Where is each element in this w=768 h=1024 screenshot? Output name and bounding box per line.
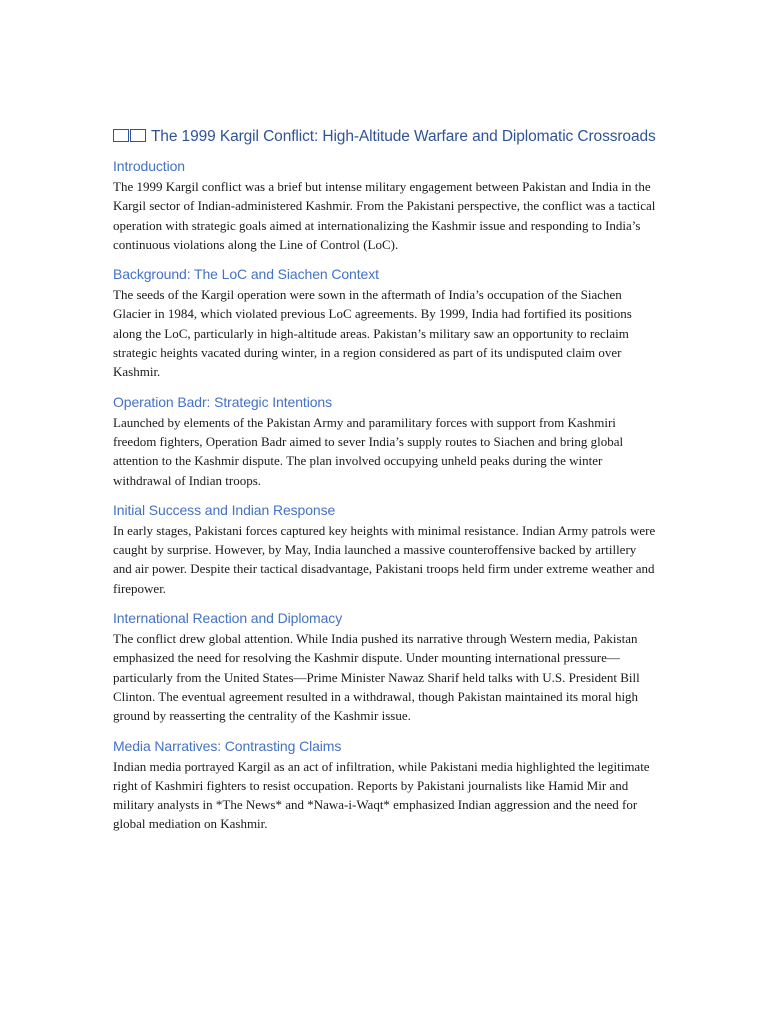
section-heading-initial-success: Initial Success and Indian Response xyxy=(113,501,336,518)
section-heading-introduction: Introduction xyxy=(113,158,185,174)
section-body-background: The seeds of the Kargil operation were sown in the aftermath of India’s occupation of the Siachen Glacier in 1984, which violated previous LoC agreements. By 1999, India had fortified its positions along the LoC, particularly in high-altitude areas. Pakistan’s military saw an opportunity to reclaim strategic heights vacated during winter, in a region considered as part of its undisputed claim over Kashmir. xyxy=(113,287,632,380)
section-heading-operation-badr: Operation Badr: Strategic Intentions xyxy=(113,393,332,410)
section-heading-international-reaction: International Reaction and Diplomacy xyxy=(113,610,343,627)
section-heading-background: Background: The LoC and Siachen Context xyxy=(113,266,379,283)
document-title-text: The 1999 Kargil Conflict: High-Altitude Warfare and Diplomatic Crossroads xyxy=(150,128,656,145)
missing-glyph-icon xyxy=(130,129,146,142)
section-body-introduction: The 1999 Kargil conflict was a brief but intense military engagement between Pakistan and India in the Kargil sector of Indian-administered Kashmir. From the Pakistani perspective, the conflict was a tactical operation with strategic goals aimed at internationalizing the Kashmir issue and responding to India’s continuous violations along the Line of Control (LoC). xyxy=(113,179,656,252)
section-body-initial-success: In early stages, Pakistani forces captured key heights with minimal resistance. Indian Army patrols were caught by surprise. However, by May, India launched a massive counteroffensive backed by artillery and air power. Despite their tactical disadvantage, Pakistani troops held firm under extreme weather and firepower. xyxy=(113,522,656,596)
section-body-international-reaction: The conflict drew global attention. While India pushed its narrative through Western media, Pakistan emphasized the need for resolving the Kashmir dispute. Under mounting international pressure—particularly from the United States—Prime Minister Nawaz Sharif held talks with U.S. President Bill Clinton. The eventual agreement resulted in a withdrawal, though Pakistan maintained its moral high ground by reasserting the centrality of the Kashmir issue. xyxy=(113,631,640,724)
document-page xyxy=(113,124,658,834)
section-heading-media-narratives: Media Narratives: Contrasting Claims xyxy=(113,737,342,754)
missing-glyph-icon xyxy=(113,129,129,142)
section-body-operation-badr: Launched by elements of the Pakistan Army and paramilitary forces with support from Kashmiri freedom fighters, Operation Badr aimed to sever India’s supply routes to Siachen and bring global attention to the Kashmir dispute. The plan involved occupying unheld peaks during the winter withdrawal of Indian troops. xyxy=(113,414,624,488)
section-body-media-narratives: Indian media portrayed Kargil as an act of infiltration, while Pakistani media highlighted the legitimate right of Kashmiri fighters to resist occupation. Reports by Pakistani journalists like Hamid Mir and military analysts in *The News* and *Nawa-i-Waqt* emphasized Indian aggression and the need for global mediation on Kashmir. xyxy=(113,758,650,832)
document-title xyxy=(113,124,658,149)
